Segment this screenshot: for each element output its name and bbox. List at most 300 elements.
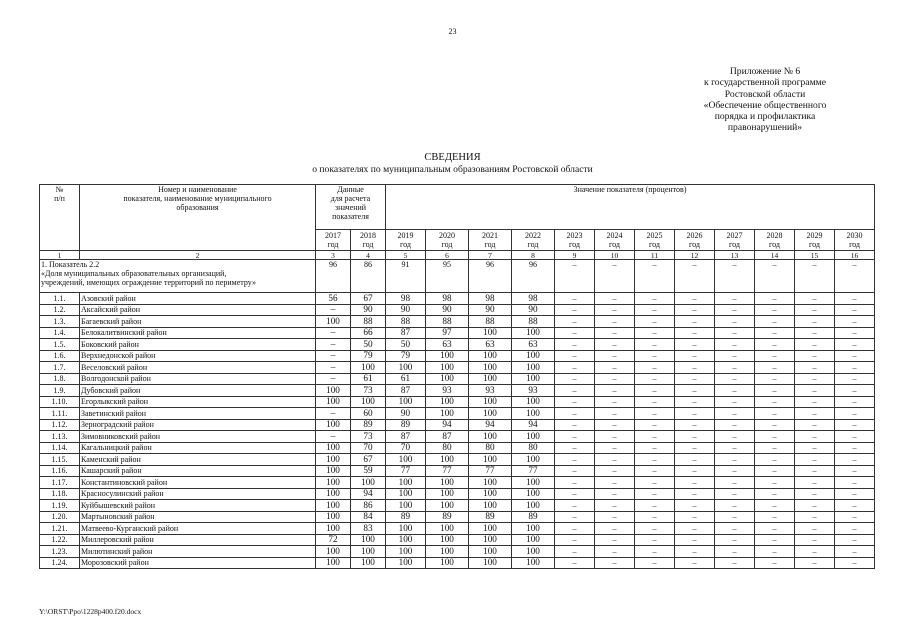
value-cell: – bbox=[635, 339, 675, 351]
district-name-cell: Куйбышевский район bbox=[80, 500, 316, 512]
district-name-cell: Азовский район bbox=[80, 293, 316, 305]
value-cell: 80 bbox=[512, 442, 555, 454]
district-name-cell: Матвеево-Курганский район bbox=[80, 523, 316, 535]
year-header: 2024 год bbox=[595, 230, 635, 251]
value-cell: 61 bbox=[351, 373, 386, 385]
value-cell: 89 bbox=[386, 511, 426, 523]
value-cell: – bbox=[316, 339, 351, 351]
value-cell: – bbox=[795, 523, 835, 535]
value-cell: – bbox=[675, 500, 715, 512]
value-cell: – bbox=[555, 454, 595, 466]
value-cell: – bbox=[675, 327, 715, 339]
value-cell: – bbox=[835, 488, 875, 500]
column-number-cell: 3 bbox=[316, 251, 351, 260]
value-cell: – bbox=[555, 362, 595, 374]
column-number-cell: 9 bbox=[555, 251, 595, 260]
district-name-cell: Багаевский район bbox=[80, 316, 316, 328]
value-cell: 100 bbox=[426, 373, 469, 385]
row-number-cell: 1.10. bbox=[40, 396, 80, 408]
value-cell: – bbox=[595, 488, 635, 500]
value-cell: – bbox=[675, 557, 715, 569]
row-number-cell: 1.8. bbox=[40, 373, 80, 385]
value-cell: – bbox=[795, 500, 835, 512]
value-cell: 94 bbox=[351, 488, 386, 500]
value-cell: – bbox=[675, 419, 715, 431]
year-header: 2030 год bbox=[835, 230, 875, 251]
row-number-cell: 1.3. bbox=[40, 316, 80, 328]
value-cell: 90 bbox=[351, 304, 386, 316]
row-number-cell: 1.7. bbox=[40, 362, 80, 374]
table-row bbox=[40, 385, 875, 397]
value-cell: – bbox=[675, 293, 715, 305]
value-cell: 100 bbox=[469, 362, 512, 374]
district-name-cell: Боковский район bbox=[80, 339, 316, 351]
row-number-cell: 1.6. bbox=[40, 350, 80, 362]
value-cell: 88 bbox=[351, 316, 386, 328]
indicator-value-cell: – bbox=[795, 260, 835, 293]
table-row bbox=[40, 373, 875, 385]
column-number-cell: 1 bbox=[40, 251, 80, 260]
table-row bbox=[40, 465, 875, 477]
value-cell: 100 bbox=[512, 523, 555, 535]
value-cell: – bbox=[595, 293, 635, 305]
appendix-note bbox=[670, 66, 860, 134]
value-cell: 70 bbox=[351, 442, 386, 454]
year-header: 2023 год bbox=[555, 230, 595, 251]
year-header: 2017 год bbox=[316, 230, 351, 251]
value-cell: 100 bbox=[386, 477, 426, 489]
indicator-value-cell: – bbox=[555, 260, 595, 293]
value-cell: – bbox=[795, 546, 835, 558]
value-cell: 100 bbox=[316, 557, 351, 569]
value-cell: – bbox=[675, 339, 715, 351]
value-cell: – bbox=[755, 557, 795, 569]
value-cell: 100 bbox=[512, 488, 555, 500]
value-cell: – bbox=[595, 465, 635, 477]
year-header: 2027 год bbox=[715, 230, 755, 251]
value-cell: – bbox=[635, 373, 675, 385]
value-cell: 80 bbox=[426, 442, 469, 454]
value-cell: – bbox=[715, 419, 755, 431]
row-number-cell: 1.5. bbox=[40, 339, 80, 351]
table-row bbox=[40, 408, 875, 420]
value-cell: 94 bbox=[512, 419, 555, 431]
value-cell: 50 bbox=[351, 339, 386, 351]
value-cell: – bbox=[675, 396, 715, 408]
value-cell: 100 bbox=[316, 523, 351, 535]
value-cell: 84 bbox=[351, 511, 386, 523]
value-cell: 100 bbox=[316, 500, 351, 512]
value-cell: – bbox=[555, 523, 595, 535]
value-cell: 90 bbox=[386, 304, 426, 316]
value-cell: – bbox=[555, 304, 595, 316]
indicator-title: 1. Показатель 2.2 «Доля муниципальных образовательных организаций, учреждений, имеющих ограждение территорий по периметру» bbox=[40, 260, 316, 293]
value-cell: – bbox=[835, 327, 875, 339]
value-cell: – bbox=[795, 465, 835, 477]
row-number-cell: 1.15. bbox=[40, 454, 80, 466]
value-cell: – bbox=[835, 339, 875, 351]
value-cell: – bbox=[675, 523, 715, 535]
table-row bbox=[40, 293, 875, 305]
value-cell: – bbox=[555, 339, 595, 351]
value-cell: – bbox=[316, 350, 351, 362]
value-cell: 89 bbox=[469, 511, 512, 523]
value-cell: – bbox=[755, 327, 795, 339]
value-cell: 100 bbox=[469, 350, 512, 362]
value-cell: – bbox=[715, 500, 755, 512]
value-cell: – bbox=[595, 431, 635, 443]
value-cell: 100 bbox=[512, 454, 555, 466]
value-cell: – bbox=[635, 293, 675, 305]
column-number-cell: 14 bbox=[755, 251, 795, 260]
value-cell: – bbox=[675, 373, 715, 385]
table-row bbox=[40, 523, 875, 535]
value-cell: 100 bbox=[316, 385, 351, 397]
table-row bbox=[40, 316, 875, 328]
value-cell: 100 bbox=[426, 546, 469, 558]
value-cell: – bbox=[595, 396, 635, 408]
value-cell: – bbox=[715, 465, 755, 477]
value-cell: 87 bbox=[426, 431, 469, 443]
value-cell: – bbox=[555, 316, 595, 328]
value-cell: – bbox=[715, 385, 755, 397]
value-cell: – bbox=[635, 408, 675, 420]
value-cell: – bbox=[755, 293, 795, 305]
row-number-cell: 1.2. bbox=[40, 304, 80, 316]
value-cell: – bbox=[675, 385, 715, 397]
header-value: Значение показателя (процентов) bbox=[386, 185, 875, 230]
value-cell: 93 bbox=[512, 385, 555, 397]
value-cell: – bbox=[635, 454, 675, 466]
value-cell: – bbox=[635, 465, 675, 477]
value-cell: 100 bbox=[426, 396, 469, 408]
table-row bbox=[40, 442, 875, 454]
value-cell: 100 bbox=[512, 546, 555, 558]
value-cell: 72 bbox=[316, 534, 351, 546]
value-cell: 88 bbox=[386, 316, 426, 328]
value-cell: – bbox=[595, 373, 635, 385]
value-cell: 100 bbox=[426, 477, 469, 489]
column-number-cell: 15 bbox=[795, 251, 835, 260]
value-cell: – bbox=[755, 339, 795, 351]
value-cell: – bbox=[635, 442, 675, 454]
district-name-cell: Егорлыкский район bbox=[80, 396, 316, 408]
value-cell: – bbox=[755, 385, 795, 397]
value-cell: 100 bbox=[351, 477, 386, 489]
value-cell: – bbox=[755, 477, 795, 489]
value-cell: – bbox=[715, 327, 755, 339]
value-cell: – bbox=[635, 523, 675, 535]
value-cell: – bbox=[675, 304, 715, 316]
value-cell: – bbox=[595, 557, 635, 569]
value-cell: 63 bbox=[469, 339, 512, 351]
value-cell: 79 bbox=[351, 350, 386, 362]
value-cell: – bbox=[715, 488, 755, 500]
value-cell: 100 bbox=[512, 557, 555, 569]
value-cell: – bbox=[835, 454, 875, 466]
value-cell: – bbox=[755, 419, 795, 431]
value-cell: 100 bbox=[512, 408, 555, 420]
value-cell: – bbox=[755, 431, 795, 443]
value-cell: – bbox=[755, 316, 795, 328]
value-cell: – bbox=[755, 546, 795, 558]
value-cell: – bbox=[835, 293, 875, 305]
row-number-cell: 1.16. bbox=[40, 465, 80, 477]
value-cell: – bbox=[835, 546, 875, 558]
value-cell: 100 bbox=[351, 557, 386, 569]
value-cell: – bbox=[635, 385, 675, 397]
column-number-cell: 16 bbox=[835, 251, 875, 260]
row-number-cell: 1.22. bbox=[40, 534, 80, 546]
year-header: 2026 год bbox=[675, 230, 715, 251]
value-cell: – bbox=[675, 442, 715, 454]
value-cell: – bbox=[595, 477, 635, 489]
value-cell: – bbox=[795, 396, 835, 408]
value-cell: 100 bbox=[351, 546, 386, 558]
value-cell: – bbox=[555, 293, 595, 305]
appendix-line: Ростовской области bbox=[724, 88, 806, 100]
row-number-cell: 1.21. bbox=[40, 523, 80, 535]
value-cell: – bbox=[635, 304, 675, 316]
value-cell: – bbox=[635, 488, 675, 500]
header-row bbox=[40, 185, 875, 230]
value-cell: 56 bbox=[316, 293, 351, 305]
value-cell: 89 bbox=[512, 511, 555, 523]
value-cell: – bbox=[595, 316, 635, 328]
value-cell: – bbox=[595, 534, 635, 546]
year-header: 2022 год bbox=[512, 230, 555, 251]
value-cell: 94 bbox=[469, 419, 512, 431]
district-name-cell: Миллеровский район bbox=[80, 534, 316, 546]
value-cell: 100 bbox=[426, 488, 469, 500]
value-cell: 90 bbox=[426, 304, 469, 316]
value-cell: 100 bbox=[316, 419, 351, 431]
table-row bbox=[40, 431, 875, 443]
header-calc-data: Данные для расчета значений показателя bbox=[316, 185, 386, 230]
value-cell: – bbox=[835, 408, 875, 420]
value-cell: – bbox=[595, 419, 635, 431]
column-number-cell: 2 bbox=[80, 251, 316, 260]
value-cell: – bbox=[316, 362, 351, 374]
column-number-cell: 12 bbox=[675, 251, 715, 260]
value-cell: – bbox=[715, 373, 755, 385]
value-cell: – bbox=[635, 500, 675, 512]
value-cell: – bbox=[316, 431, 351, 443]
value-cell: 100 bbox=[469, 431, 512, 443]
value-cell: – bbox=[755, 442, 795, 454]
value-cell: – bbox=[715, 396, 755, 408]
value-cell: – bbox=[835, 500, 875, 512]
value-cell: – bbox=[316, 304, 351, 316]
district-name-cell: Дубовский район bbox=[80, 385, 316, 397]
value-cell: – bbox=[555, 350, 595, 362]
value-cell: – bbox=[675, 362, 715, 374]
value-cell: – bbox=[795, 316, 835, 328]
value-cell: 86 bbox=[351, 500, 386, 512]
table-row bbox=[40, 534, 875, 546]
value-cell: 90 bbox=[386, 408, 426, 420]
value-cell: – bbox=[795, 511, 835, 523]
table-row bbox=[40, 396, 875, 408]
column-number-cell: 13 bbox=[715, 251, 755, 260]
value-cell: – bbox=[675, 488, 715, 500]
district-name-cell: Зимовниковский район bbox=[80, 431, 316, 443]
year-header: 2021 год bbox=[469, 230, 512, 251]
table-row bbox=[40, 327, 875, 339]
value-cell: – bbox=[595, 385, 635, 397]
indicator-value-cell: 86 bbox=[351, 260, 386, 293]
district-name-cell: Красносулинский район bbox=[80, 488, 316, 500]
value-cell: – bbox=[835, 442, 875, 454]
district-name-cell: Верхнедонской район bbox=[80, 350, 316, 362]
value-cell: – bbox=[715, 304, 755, 316]
value-cell: – bbox=[555, 488, 595, 500]
row-number-cell: 1.17. bbox=[40, 477, 80, 489]
table-row bbox=[40, 546, 875, 558]
indicators-table bbox=[39, 184, 875, 569]
value-cell: 100 bbox=[386, 488, 426, 500]
value-cell: – bbox=[795, 362, 835, 374]
value-cell: 79 bbox=[386, 350, 426, 362]
indicator-value-cell: 96 bbox=[512, 260, 555, 293]
column-number-cell: 4 bbox=[351, 251, 386, 260]
value-cell: 100 bbox=[386, 362, 426, 374]
table-row bbox=[40, 419, 875, 431]
value-cell: – bbox=[316, 408, 351, 420]
value-cell: 100 bbox=[351, 396, 386, 408]
value-cell: – bbox=[595, 304, 635, 316]
value-cell: 100 bbox=[512, 477, 555, 489]
value-cell: 70 bbox=[386, 442, 426, 454]
value-cell: – bbox=[755, 488, 795, 500]
value-cell: 93 bbox=[426, 385, 469, 397]
value-cell: – bbox=[555, 385, 595, 397]
row-number-cell: 1.1. bbox=[40, 293, 80, 305]
district-name-cell: Заветинский район bbox=[80, 408, 316, 420]
year-header: 2020 год bbox=[426, 230, 469, 251]
value-cell: 89 bbox=[386, 419, 426, 431]
value-cell: – bbox=[795, 293, 835, 305]
year-header: 2029 год bbox=[795, 230, 835, 251]
value-cell: – bbox=[755, 511, 795, 523]
value-cell: 98 bbox=[426, 293, 469, 305]
value-cell: 100 bbox=[512, 396, 555, 408]
value-cell: – bbox=[635, 534, 675, 546]
value-cell: – bbox=[715, 454, 755, 466]
value-cell: – bbox=[835, 419, 875, 431]
appendix-line: правонарушений» bbox=[727, 122, 803, 134]
value-cell: 100 bbox=[469, 500, 512, 512]
value-cell: 77 bbox=[426, 465, 469, 477]
value-cell: – bbox=[715, 339, 755, 351]
row-number-cell: 1.20. bbox=[40, 511, 80, 523]
year-header: 2025 год bbox=[635, 230, 675, 251]
value-cell: – bbox=[755, 500, 795, 512]
value-cell: 100 bbox=[469, 477, 512, 489]
district-name-cell: Милютинский район bbox=[80, 546, 316, 558]
value-cell: – bbox=[595, 408, 635, 420]
value-cell: – bbox=[795, 557, 835, 569]
value-cell: 100 bbox=[512, 534, 555, 546]
value-cell: 89 bbox=[426, 511, 469, 523]
row-number-cell: 1.13. bbox=[40, 431, 80, 443]
value-cell: – bbox=[835, 511, 875, 523]
value-cell: 100 bbox=[512, 373, 555, 385]
value-cell: 50 bbox=[386, 339, 426, 351]
value-cell: – bbox=[715, 477, 755, 489]
value-cell: – bbox=[755, 454, 795, 466]
appendix-line: «Обеспечение общественного bbox=[703, 99, 827, 111]
value-cell: 100 bbox=[469, 327, 512, 339]
value-cell: – bbox=[835, 304, 875, 316]
value-cell: – bbox=[675, 408, 715, 420]
value-cell: – bbox=[595, 454, 635, 466]
value-cell: – bbox=[316, 327, 351, 339]
value-cell: – bbox=[675, 465, 715, 477]
value-cell: – bbox=[795, 477, 835, 489]
table-row bbox=[40, 362, 875, 374]
value-cell: – bbox=[635, 477, 675, 489]
value-cell: 87 bbox=[386, 327, 426, 339]
column-number-cell: 7 bbox=[469, 251, 512, 260]
value-cell: – bbox=[555, 534, 595, 546]
district-name-cell: Кашарский район bbox=[80, 465, 316, 477]
value-cell: – bbox=[835, 385, 875, 397]
value-cell: 63 bbox=[512, 339, 555, 351]
district-name-cell: Веселовский район bbox=[80, 362, 316, 374]
value-cell: – bbox=[755, 396, 795, 408]
value-cell: 73 bbox=[351, 431, 386, 443]
value-cell: – bbox=[595, 339, 635, 351]
row-number-cell: 1.14. bbox=[40, 442, 80, 454]
value-cell: 77 bbox=[512, 465, 555, 477]
value-cell: – bbox=[316, 373, 351, 385]
value-cell: – bbox=[795, 419, 835, 431]
value-cell: – bbox=[635, 396, 675, 408]
value-cell: – bbox=[715, 362, 755, 374]
value-cell: – bbox=[835, 465, 875, 477]
value-cell: – bbox=[835, 431, 875, 443]
value-cell: 100 bbox=[512, 350, 555, 362]
value-cell: 100 bbox=[386, 500, 426, 512]
value-cell: – bbox=[595, 511, 635, 523]
value-cell: 100 bbox=[512, 500, 555, 512]
indicator-value-cell: 91 bbox=[386, 260, 426, 293]
value-cell: 60 bbox=[351, 408, 386, 420]
district-name-cell: Зерноградский район bbox=[80, 419, 316, 431]
value-cell: – bbox=[835, 557, 875, 569]
table-row bbox=[40, 350, 875, 362]
value-cell: 100 bbox=[469, 534, 512, 546]
district-name-cell: Кагальницкий район bbox=[80, 442, 316, 454]
table-row bbox=[40, 511, 875, 523]
file-path-footer: Y:\ORST\Ppo\1228p400.f20.docx bbox=[39, 607, 142, 616]
value-cell: – bbox=[555, 419, 595, 431]
value-cell: 100 bbox=[426, 534, 469, 546]
district-name-cell: Каменский район bbox=[80, 454, 316, 466]
value-cell: – bbox=[715, 316, 755, 328]
value-cell: 100 bbox=[426, 454, 469, 466]
indicator-value-cell: – bbox=[635, 260, 675, 293]
value-cell: 100 bbox=[469, 546, 512, 558]
row-number-cell: 1.4. bbox=[40, 327, 80, 339]
value-cell: – bbox=[795, 327, 835, 339]
value-cell: 100 bbox=[469, 523, 512, 535]
value-cell: – bbox=[635, 546, 675, 558]
value-cell: – bbox=[555, 396, 595, 408]
header-name: Номер и наименование показателя, наименование муниципального образования bbox=[80, 185, 316, 251]
district-name-cell: Мартыновский район bbox=[80, 511, 316, 523]
